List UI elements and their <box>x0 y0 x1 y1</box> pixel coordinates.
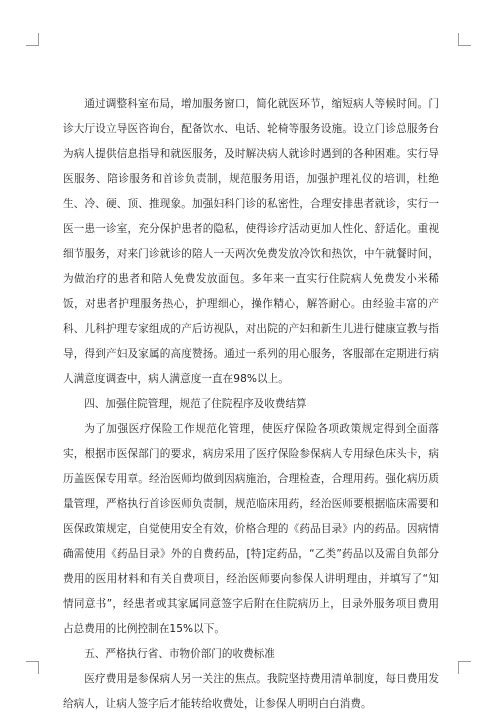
crop-mark-top-right-h <box>458 45 471 46</box>
crop-mark-bottom-left-v <box>38 661 39 674</box>
paragraph-outpatient-services: 通过调整科室布局，增加服务窗口，简化就医环节，缩短病人等候时间。门诊大厅设立导医咨询台，配备饮水、电话、轮椅等服务设施。设立门诊总服务台为病人提供信息指导和就医服务，及时解决病人就诊时遇到的各种困难。实行导医服务、陪诊服务和首诊负责制，规范服务用语，加强护理礼仪的培训，杜绝生、冷、硬、顶、推现象。加强妇科门诊的私密性，合理安排患者就诊，实行一医一患一诊室，充分保护患者的隐私，使得诊疗活动更加人性化、舒适化。重视细节服务，对来门诊就诊的陪人一天两次免费发放冷饮和热饮，中午就餐时间，为做治疗的患者和陪人免费发放面包。多年来一直实行住院病人免费发小米稀饭，对患者护理服务热心，护理细心，操作精心，解答耐心。由经验丰富的产科、儿科护理专家组成的产后访视队，对出院的产妇和新生儿进行健康宣教与指导，得到产妇及家属的高度赞扬。通过一系列的用心服务，客服部在定期进行病人满意度调查中，病人满意度一直在98%以上。 <box>63 98 439 385</box>
section-heading-pricing-standards: 五、严格执行省、市物价部门的收费标准 <box>84 648 275 660</box>
paragraph-cost-list: 医疗费用是参保病人另一关注的焦点。我院坚持费用清单制度，每日费用发给病人，让病人签字后才能转给收费处，让参保人明明白白消费。 <box>63 673 439 710</box>
paragraph-insurance-management: 为了加强医疗保险工作规范化管理，使医疗保险各项政策规定得到全面落实，根据市医保部门的要求，病房采用了医疗保险参保病人专用绿色床头卡，病历盖医保专用章。经治医师均做到因病施治，合理检查，合理用药。强化病历质量管理，严格执行首诊医师负责制，规范临床用药，经治医师要根据临床需要和医保政策规定，自觉使用安全有效，价格合理的《药品目录》内的药品。因病情确需使用《药品目录》外的自费药品，[特]定药品，“乙类”药品以及需自负部分费用的医用材料和有关自费项目，经治医师要向参保人讲明理由，并填写了“知情同意书”，经患者或其家属同意签字后附在住院病历上，目录外服务项目费用占总费用的比例控制在15%以下。 <box>63 423 439 635</box>
crop-mark-top-left-v <box>38 33 39 46</box>
document-body <box>63 92 439 717</box>
crop-mark-top-right-v <box>458 33 459 46</box>
section-heading-inpatient-management: 四、加强住院管理，规范了住院程序及收费结算 <box>84 398 307 410</box>
crop-mark-bottom-right-v <box>458 661 459 674</box>
crop-mark-bottom-right-h <box>458 661 471 662</box>
